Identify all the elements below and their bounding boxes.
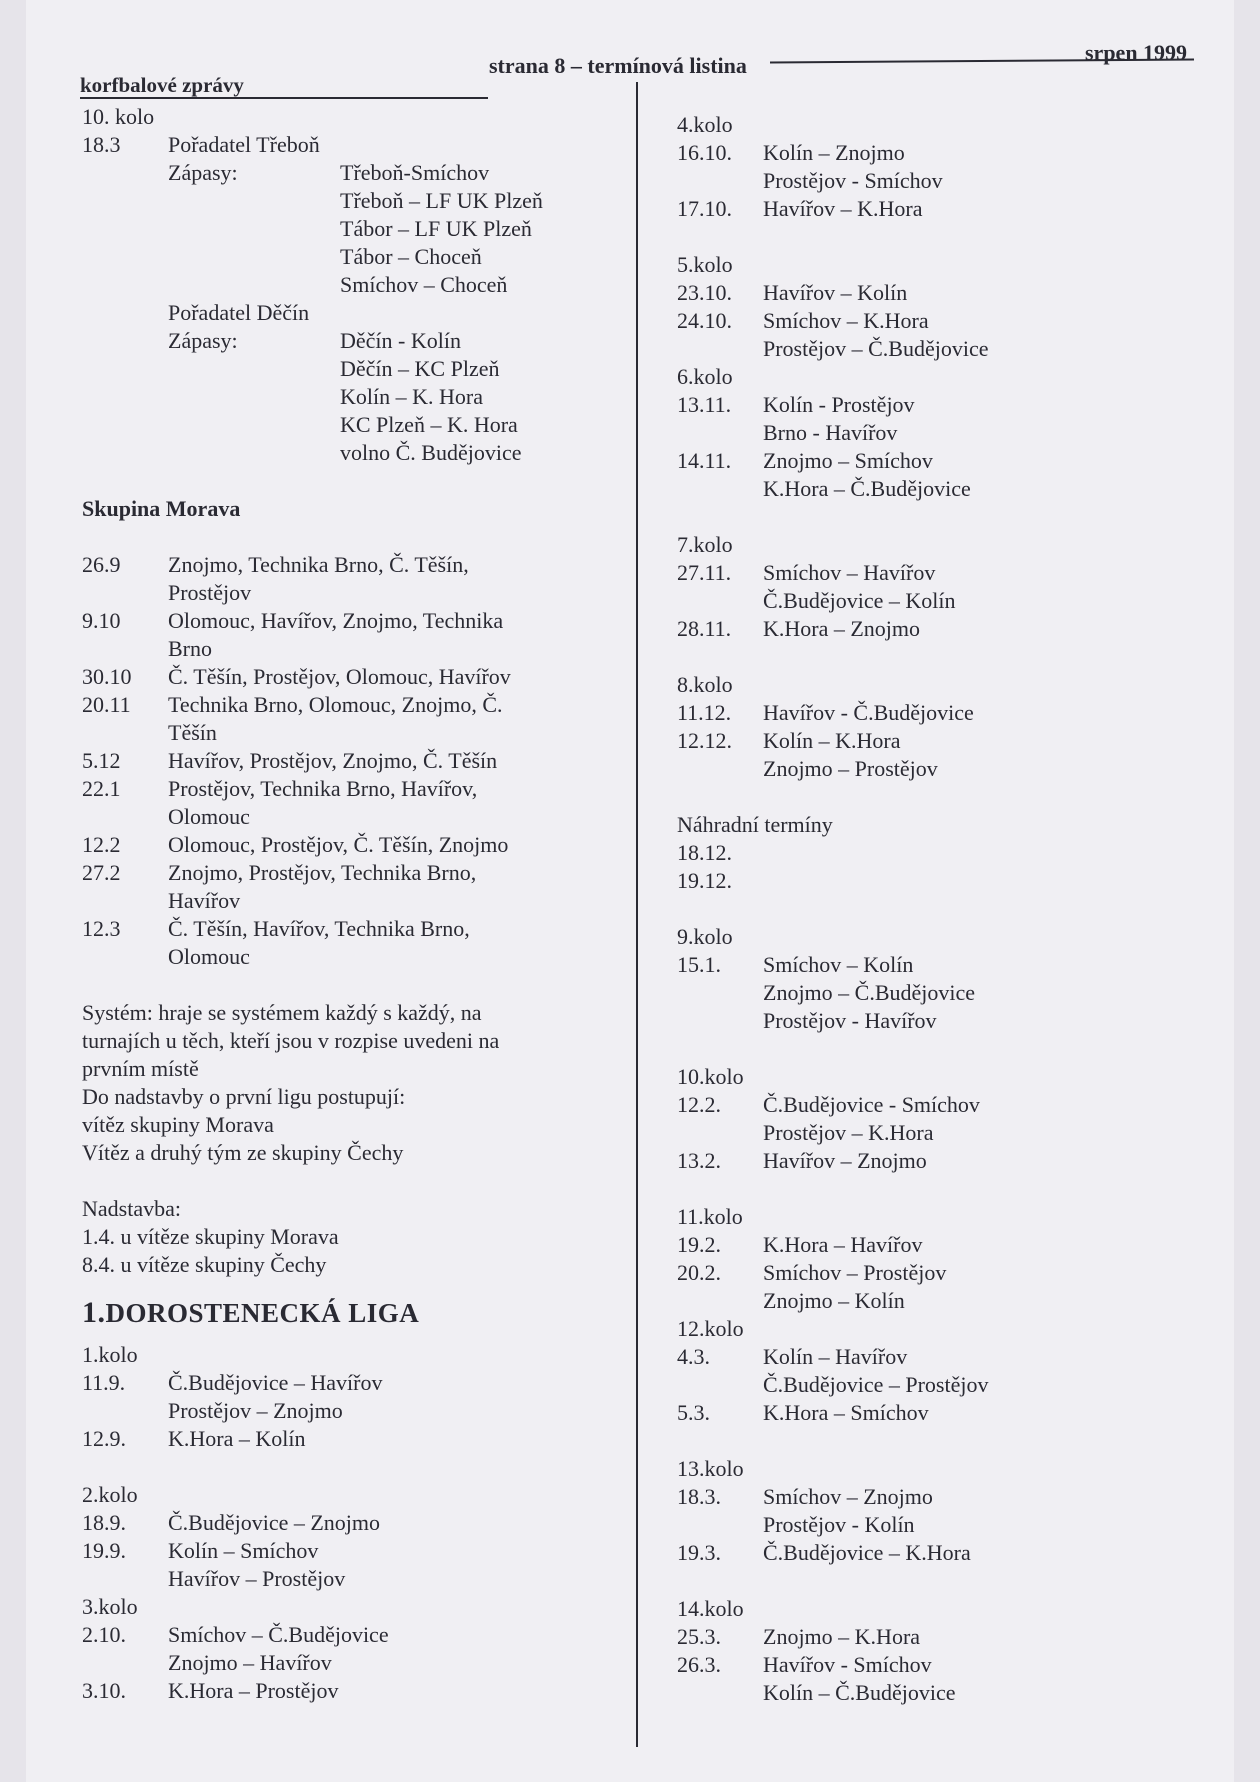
morava-date: 5.12 — [82, 748, 121, 773]
spacer — [677, 503, 1117, 531]
kolo10-org2-row — [82, 299, 602, 327]
morava-row — [82, 551, 602, 607]
match: Prostějov - Kolín — [763, 1512, 915, 1537]
system-text — [82, 999, 602, 1167]
match: Brno - Havířov — [763, 420, 898, 445]
system-line: Vítěz a druhý tým ze skupiny Čechy — [82, 1140, 404, 1165]
kolo-row — [677, 391, 1117, 447]
spacer — [677, 1427, 1117, 1455]
left-kola — [82, 1341, 602, 1705]
morava-line: Olomouc — [168, 804, 250, 829]
match: Smíchov – Havířov — [763, 560, 936, 585]
kolo-row — [677, 1651, 1117, 1707]
kolo10-org2: Pořadatel Děčín — [168, 300, 310, 325]
morava-teams — [168, 775, 602, 831]
match: Kolín - Prostějov — [763, 392, 915, 417]
nadstavba-line: 8.4. u vítěze skupiny Čechy — [82, 1252, 327, 1277]
match: Kolín – Havířov — [763, 1344, 908, 1369]
morava-teams — [168, 747, 602, 775]
nadstavba-line: 1.4. u vítěze skupiny Morava — [82, 1224, 339, 1249]
morava-line: Olomouc, Prostějov, Č. Těšín, Znojmo — [168, 832, 509, 857]
kolo-row — [677, 1231, 1117, 1259]
kolo-row — [82, 1621, 602, 1677]
kolo-matches — [763, 447, 1117, 503]
kolo-title: 12.kolo — [677, 1316, 744, 1341]
match: Č.Budějovice – Prostějov — [763, 1372, 989, 1397]
match: Havířov – K.Hora — [763, 196, 923, 221]
match: K.Hora – Znojmo — [763, 616, 921, 641]
kolo-title: 10.kolo — [677, 1064, 744, 1089]
kolo-row — [82, 1677, 602, 1705]
morava-line: Znojmo, Technika Brno, Č. Těšín, — [168, 552, 469, 577]
morava-row — [82, 859, 602, 915]
kolo-matches — [763, 1259, 1117, 1315]
kolo-date: 12.9. — [82, 1426, 126, 1451]
kolo-date: 20.2. — [677, 1260, 721, 1285]
kolo-date: 5.3. — [677, 1400, 710, 1425]
morava-teams — [168, 551, 602, 607]
match: K.Hora – Kolín — [168, 1426, 306, 1451]
left-column — [82, 103, 602, 1705]
nahradni-date: 18.12. — [677, 840, 732, 865]
spacer — [677, 783, 1117, 811]
kolo-matches — [763, 1147, 1117, 1175]
kolo-row — [677, 279, 1117, 307]
morava-teams — [168, 663, 602, 691]
kolo10-date: 18.3 — [82, 132, 121, 157]
kolo-row — [677, 1091, 1117, 1147]
kolo-date: 23.10. — [677, 280, 732, 305]
kolo-row — [677, 727, 1117, 783]
kolo-matches — [168, 1425, 602, 1453]
kolo10-org1: Pořadatel Třeboň — [168, 132, 320, 157]
system-line: vítěz skupiny Morava — [82, 1112, 274, 1137]
morava-row — [82, 663, 602, 691]
kolo-date: 16.10. — [677, 140, 732, 165]
kolo-matches — [763, 1091, 1117, 1147]
kolo-date: 27.11. — [677, 560, 732, 585]
morava-line: Těšín — [168, 720, 217, 745]
kolo-matches — [763, 1539, 1117, 1567]
match: Prostějov – Znojmo — [168, 1398, 343, 1423]
kolo-matches — [763, 279, 1117, 307]
match: Kolín – Č.Budějovice — [763, 1680, 956, 1705]
kolo10-org2-matches — [82, 327, 602, 467]
spacer — [82, 1453, 602, 1481]
zapasy-label: Zápasy: — [168, 160, 238, 185]
right-kola-a — [677, 111, 1117, 811]
kolo-row — [677, 1623, 1117, 1651]
match: Č.Budějovice – Kolín — [763, 588, 956, 613]
kolo-matches — [763, 727, 1117, 783]
kolo-title: 2.kolo — [82, 1482, 138, 1507]
match: Č.Budějovice – K.Hora — [763, 1540, 971, 1565]
morava-row — [82, 915, 602, 971]
kolo-date: 4.3. — [677, 1344, 710, 1369]
morava-date: 9.10 — [82, 608, 121, 633]
morava-row — [82, 831, 602, 859]
nadstavba-line: Nadstavba: — [82, 1196, 181, 1221]
column-divider — [636, 82, 638, 1747]
kolo-title: 4.kolo — [677, 112, 733, 137]
nadstavba-text — [82, 1195, 602, 1279]
morava-row — [82, 775, 602, 831]
match: Č.Budějovice – Znojmo — [168, 1510, 381, 1535]
morava-schedule — [82, 551, 602, 971]
morava-line: Znojmo, Prostějov, Technika Brno, — [168, 860, 477, 885]
morava-line: Č. Těšín, Havířov, Technika Brno, — [168, 916, 470, 941]
kolo-matches — [763, 1399, 1117, 1427]
match: Smíchov – Kolín — [763, 952, 914, 977]
nahradni-title: Náhradní termíny — [677, 812, 833, 837]
kolo-date: 25.3. — [677, 1624, 721, 1649]
right-kola-b — [677, 923, 1117, 1707]
kolo-title: 9.kolo — [677, 924, 733, 949]
kolo-matches — [763, 951, 1117, 1035]
kolo-row — [677, 307, 1117, 363]
system-line: Systém: hraje se systémem každý s každý, na — [82, 1000, 482, 1025]
kolo-row — [677, 447, 1117, 503]
liga-title: 1.DOROSTENECKÁ LIGA — [82, 1296, 420, 1329]
kolo-date: 19.2. — [677, 1232, 721, 1257]
match: Smíchov – K.Hora — [763, 308, 929, 333]
kolo-title: 5.kolo — [677, 252, 733, 277]
kolo-matches — [763, 559, 1117, 615]
match: K.Hora – Smíchov — [763, 1400, 929, 1425]
kolo-date: 11.9. — [82, 1370, 126, 1395]
match: Prostějov - Havířov — [763, 1008, 937, 1033]
kolo-date: 13.2. — [677, 1148, 721, 1173]
kolo-date: 2.10. — [82, 1622, 126, 1647]
match: Havířov - Č.Budějovice — [763, 700, 974, 725]
spacer — [677, 1035, 1117, 1063]
kolo-date: 12.2. — [677, 1092, 721, 1117]
kolo-matches — [763, 307, 1117, 363]
match: Kolín – K.Hora — [763, 728, 901, 753]
morava-row — [82, 691, 602, 747]
morava-line: Olomouc, Havířov, Znojmo, Technika — [168, 608, 504, 633]
morava-title: Skupina Morava — [82, 496, 241, 521]
match: Kolín – Znojmo — [763, 140, 905, 165]
kolo-row — [677, 559, 1117, 615]
kolo-date: 14.11. — [677, 448, 732, 473]
system-line: prvním místě — [82, 1056, 199, 1081]
match: Kolín – K. Hora — [340, 384, 483, 409]
morava-line: Havířov, Prostějov, Znojmo, Č. Těšín — [168, 748, 498, 773]
morava-teams — [168, 607, 602, 663]
morava-date: 30.10 — [82, 664, 132, 689]
match: Znojmo – K.Hora — [763, 1624, 921, 1649]
kolo-matches — [168, 1677, 602, 1705]
right-column — [677, 111, 1117, 1707]
kolo-row — [82, 1509, 602, 1537]
kolo-matches — [763, 1651, 1117, 1707]
kolo-row — [677, 699, 1117, 727]
page-title: strana 8 – termínová listina — [489, 53, 747, 78]
match: Havířov – Kolín — [763, 280, 908, 305]
kolo-date: 15.1. — [677, 952, 721, 977]
kolo10-org1-row — [82, 131, 602, 159]
kolo-date: 19.9. — [82, 1538, 126, 1563]
kolo-matches — [763, 1231, 1117, 1259]
kolo-date: 24.10. — [677, 308, 732, 333]
match: Znojmo – Prostějov — [763, 756, 938, 781]
kolo-row — [82, 1537, 602, 1593]
match: Děčín – KC Plzeň — [340, 356, 500, 381]
match: Znojmo – Havířov — [168, 1650, 332, 1675]
kolo-matches — [168, 1369, 602, 1425]
kolo-date: 12.12. — [677, 728, 732, 753]
kolo-matches — [168, 1537, 602, 1593]
morava-teams — [168, 831, 602, 859]
match: Třeboň – LF UK Plzeň — [340, 188, 543, 213]
kolo-date: 18.9. — [82, 1510, 126, 1535]
match: K.Hora – Č.Budějovice — [763, 476, 971, 501]
morava-teams — [168, 859, 602, 915]
morava-date: 12.3 — [82, 916, 121, 941]
match: Č.Budějovice – Havířov — [168, 1370, 383, 1395]
spacer — [677, 223, 1117, 251]
match: Znojmo – Smíchov — [763, 448, 933, 473]
kolo-date: 19.3. — [677, 1540, 721, 1565]
kolo-matches — [168, 1509, 602, 1537]
match: Havířov – Znojmo — [763, 1148, 927, 1173]
match: KC Plzeň – K. Hora — [340, 412, 518, 437]
morava-line: Technika Brno, Olomouc, Znojmo, Č. — [168, 692, 503, 717]
morava-date: 22.1 — [82, 776, 121, 801]
kolo-row — [677, 139, 1117, 195]
system-line: turnajích u těch, kteří jsou v rozpise uvedeni na — [82, 1028, 500, 1053]
match: Prostějov – Č.Budějovice — [763, 336, 989, 361]
kolo-row — [677, 1399, 1117, 1427]
kolo-date: 28.11. — [677, 616, 732, 641]
kolo-row — [677, 1483, 1117, 1539]
morava-line: Brno — [168, 636, 212, 661]
kolo-matches — [763, 1483, 1117, 1539]
kolo-matches — [168, 1621, 602, 1677]
kolo10-org1-matches — [82, 159, 602, 299]
morava-row — [82, 747, 602, 775]
match: Tábor – Choceň — [340, 244, 482, 269]
kolo-title: 13.kolo — [677, 1456, 744, 1481]
kolo10-title: 10. kolo — [82, 104, 155, 129]
kolo-row — [677, 195, 1117, 223]
match: Děčín - Kolín — [340, 328, 461, 353]
spacer — [677, 643, 1117, 671]
morava-row — [82, 607, 602, 663]
match: Smíchov – Č.Budějovice — [168, 1622, 389, 1647]
nahradni-date: 19.12. — [677, 868, 732, 893]
kolo-row — [82, 1425, 602, 1453]
kolo-row — [677, 1259, 1117, 1315]
system-line: Do nadstavby o první ligu postupují: — [82, 1084, 406, 1109]
kolo-title: 7.kolo — [677, 532, 733, 557]
kolo-matches — [763, 1623, 1117, 1651]
match: Znojmo – Kolín — [763, 1288, 905, 1313]
kolo-matches — [763, 615, 1117, 643]
kolo-row — [677, 1343, 1117, 1399]
issue-date: srpen 1999 — [1085, 40, 1188, 65]
kolo-date: 26.3. — [677, 1652, 721, 1677]
morava-date: 12.2 — [82, 832, 121, 857]
kolo-matches — [763, 195, 1117, 223]
match: Tábor – LF UK Plzeň — [340, 216, 532, 241]
kolo-title: 11.kolo — [677, 1204, 743, 1229]
match: Havířov – Prostějov — [168, 1566, 346, 1591]
kolo-date: 3.10. — [82, 1678, 126, 1703]
match: K.Hora – Prostějov — [168, 1678, 339, 1703]
kolo-title: 14.kolo — [677, 1596, 744, 1621]
kolo-title: 6.kolo — [677, 364, 733, 389]
kolo-row — [677, 1147, 1117, 1175]
spacer — [677, 1175, 1117, 1203]
kolo-date: 18.3. — [677, 1484, 721, 1509]
match: K.Hora – Havířov — [763, 1232, 923, 1257]
kolo-matches — [763, 139, 1117, 195]
morava-line: Č. Těšín, Prostějov, Olomouc, Havířov — [168, 664, 511, 689]
kolo-row — [677, 1539, 1117, 1567]
morava-teams — [168, 915, 602, 971]
match: Smíchov – Choceň — [340, 272, 508, 297]
publication-name: korfbalové zprávy — [80, 73, 244, 97]
match: Prostějov – K.Hora — [763, 1120, 934, 1145]
match: Znojmo – Č.Budějovice — [763, 980, 976, 1005]
morava-line: Olomouc — [168, 944, 250, 969]
match: Smíchov – Prostějov — [763, 1260, 947, 1285]
match: Prostějov - Smíchov — [763, 168, 943, 193]
header-rule-left — [80, 97, 488, 99]
morava-teams — [168, 691, 602, 747]
kolo-matches — [763, 391, 1117, 447]
match: Smíchov – Znojmo — [763, 1484, 933, 1509]
match: volno Č. Budějovice — [340, 440, 522, 465]
kolo-matches — [763, 699, 1117, 727]
morava-line: Havířov — [168, 888, 241, 913]
spacer — [677, 1567, 1117, 1595]
kolo-title: 3.kolo — [82, 1594, 138, 1619]
morava-date: 27.2 — [82, 860, 121, 885]
kolo-title: 1.kolo — [82, 1342, 138, 1367]
kolo-row — [82, 1369, 602, 1425]
kolo-date: 11.12. — [677, 700, 732, 725]
match: Kolín – Smíchov — [168, 1538, 319, 1563]
morava-date: 26.9 — [82, 552, 121, 577]
match: Havířov - Smíchov — [763, 1652, 932, 1677]
match: Č.Budějovice - Smíchov — [763, 1092, 980, 1117]
match: Třeboň-Smíchov — [340, 160, 490, 185]
kolo-date: 13.11. — [677, 392, 732, 417]
morava-line: Prostějov — [168, 580, 252, 605]
kolo-date: 17.10. — [677, 196, 732, 221]
morava-date: 20.11 — [82, 692, 131, 717]
kolo-matches — [763, 1343, 1117, 1399]
morava-line: Prostějov, Technika Brno, Havířov, — [168, 776, 478, 801]
kolo-title: 8.kolo — [677, 672, 733, 697]
kolo-row — [677, 615, 1117, 643]
zapasy-label: Zápasy: — [168, 328, 238, 353]
kolo-row — [677, 951, 1117, 1035]
